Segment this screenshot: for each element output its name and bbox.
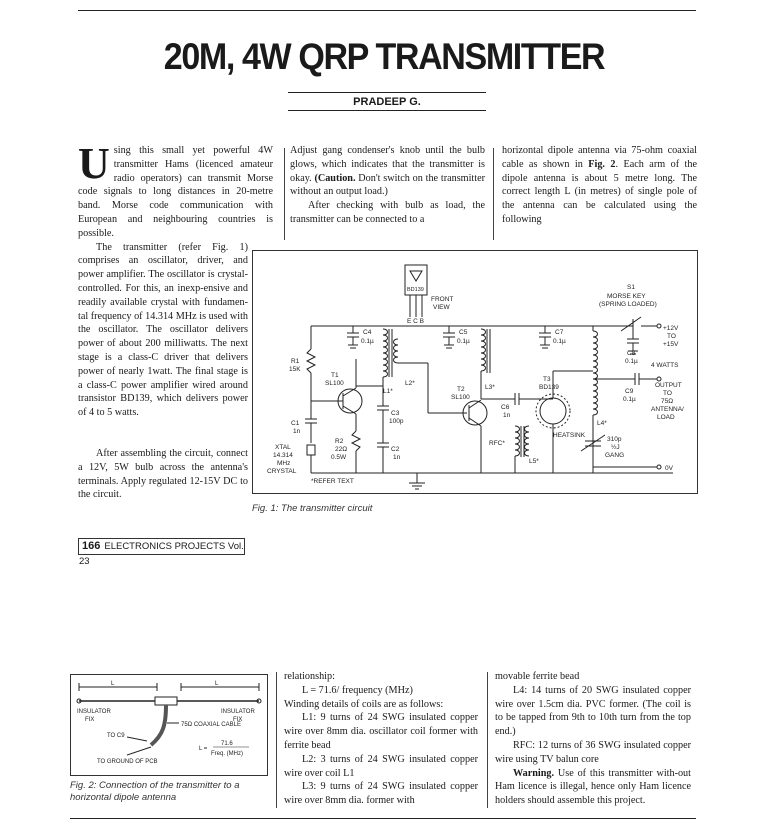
insulator-right-label: FIX [233, 717, 243, 723]
column-divider [276, 672, 277, 808]
drop-cap: U [78, 139, 110, 188]
c5-label: C5 [459, 329, 468, 336]
r1-label: R1 [291, 358, 300, 365]
warning-text: Use of this transmitter with-out Ham licence is illegal, hence only Ham licence holders should assemble this project. [495, 767, 691, 807]
front-view-label: VIEW [433, 304, 450, 311]
formula-l: L = [199, 746, 208, 752]
page-footer [78, 538, 245, 567]
pin-labels: E C B [407, 318, 424, 325]
supply-label: +15V [663, 341, 679, 348]
author-rule-bottom [288, 110, 486, 111]
circuit-diagram [253, 251, 697, 493]
rfc-label: RFC* [489, 440, 505, 447]
supply-label: TO [667, 333, 676, 340]
figure-1-caption: Fig. 1: The transmitter circuit [252, 503, 373, 514]
c6-value: 1n [503, 412, 511, 419]
output-label: 75Ω [661, 398, 674, 405]
paragraph: After assembling the circuit, connect a 12V, 5W bulb across the antenna's terminals. Apply regulated 12-15V DC to the circuit. [78, 448, 248, 501]
spring-label: (SPRING LOADED) [599, 301, 657, 308]
t1-label: T1 [331, 372, 339, 379]
body-column-3 [502, 144, 697, 227]
c3-label: C3 [391, 410, 400, 417]
output-label: 4 WATTS [651, 362, 679, 369]
l4-label: L4* [597, 420, 607, 427]
c7-value: 0.1µ [553, 338, 566, 345]
r2-watt: 0.5W [331, 454, 347, 461]
page-number: 166 [82, 540, 101, 552]
caution-label: (Caution. [314, 172, 356, 184]
c5-value: 0.1µ [457, 338, 470, 345]
t2-value: SL100 [451, 394, 470, 401]
refer-text-note: *REFER TEXT [311, 478, 354, 485]
c9-value: 0.1µ [623, 396, 636, 403]
c8-label: C8 [627, 350, 636, 357]
c1-value: 1n [293, 428, 301, 435]
figure-2-antenna [70, 674, 268, 776]
l2-label: L2* [405, 380, 415, 387]
text-run: horizontal dipole antenna via 75-ohm coaxial cable as shown in [502, 145, 697, 170]
insulator-right-label: INSULATOR [221, 709, 255, 715]
body-column-4 [284, 670, 478, 808]
figure-2-caption-line: horizontal dipole antenna [70, 792, 177, 803]
body-column-1 [78, 139, 273, 420]
rfc-detail: RFC: 12 turns of 36 SWG insulated copper wire using TV balun core [495, 739, 691, 765]
coil-l4-detail: L4: 14 turns of 20 SWG insulated copper wire over 1.5cm dia. PVC former. (The coil is to be tapped from 9th to 10th turn from the top end.) [495, 684, 691, 738]
r2-label: R2 [335, 438, 344, 445]
body-column-5 [495, 670, 691, 808]
t1-value: SL100 [325, 380, 344, 387]
c8-value: 0.1µ [625, 358, 638, 365]
heatsink-label: HEATSINK [553, 432, 586, 439]
top-rule [78, 10, 696, 11]
supply-label: +12V [663, 325, 679, 332]
r2-value: 22Ω [335, 446, 348, 453]
body-column-2 [290, 144, 485, 227]
coil-l1-detail: L1: 9 turns of 24 SWG insulated copper wire over 8mm dia. oscillator coil former with ferrite bead [284, 712, 478, 751]
ground-label: 0V [665, 465, 673, 472]
l5-label: L5* [529, 458, 539, 465]
paragraph: sing this small yet powerful 4W transmitter Hams (licenced amateur radio operators) can transmit Morse code signals to long distances in 20-metre band. Morse code communication with European and neighbouring countries is possible. [78, 145, 273, 239]
formula-denominator: Freq. (MHz) [211, 751, 243, 757]
output-label: TO [663, 390, 672, 397]
figure-1-circuit [252, 250, 698, 494]
c6-label: C6 [501, 404, 510, 411]
paragraph: The transmitter (refer Fig. 1) comprises an oscillator, driver, and power amplifier. The oscillator is crystal-controlled. For this, an inexp-ensive and readily available crystal with fundamen-tal frequency of 14.314 MHz is used with the oscillator. The oscillator delivers power of about 200 milliwatts. The next stage is a class-C driver that delivers power of nearly 1watt. The final stage is a class-C power amplifier wired around transistor BD139, which delivers power of 4 to 5 watts. [78, 241, 248, 419]
l3-label: L3* [485, 384, 495, 391]
to-c9-label: TO C9 [107, 733, 125, 739]
figure-2-caption [70, 780, 240, 804]
bottom-rule [70, 818, 696, 819]
text-run: . Each arm of the dipole antenna is about 5 metre long. The correct length L (in metres) of single pole of the antenna can be calculated using the following [502, 158, 697, 225]
gang-label: ½J [611, 444, 620, 451]
text-run: Don't switch on the transmitter without an output load.) [290, 172, 485, 198]
c4-value: 0.1µ [361, 338, 374, 345]
crystal-label: XTAL [275, 444, 291, 451]
crystal-label: 14.314 [273, 452, 293, 459]
body-column-1-bottom [78, 447, 248, 502]
column-divider [284, 148, 285, 240]
output-label: ANTENNA/ [651, 406, 684, 413]
figure-2-caption-line: Fig. 2: Connection of the transmitter to a [70, 780, 240, 791]
warning-label: Warning. [513, 767, 555, 779]
coax-label: 75Ω COAXIAL CABLE [181, 722, 241, 728]
insulator-left-label: FIX [85, 717, 95, 723]
article-title: 20M, 4W QRP TRANSMITTER [163, 36, 605, 77]
author-name: PRADEEP G. [353, 96, 421, 108]
column-divider [487, 672, 488, 808]
paragraph: Winding details of coils are as follows: [284, 698, 444, 710]
length-right-label: L [215, 681, 219, 687]
publication-name: ELECTRONICS PROJECTS Vol. 23 [79, 541, 244, 567]
c2-value: 1n [393, 454, 401, 461]
c9-label: C9 [625, 388, 634, 395]
t2-label: T2 [457, 386, 465, 393]
crystal-label: CRYSTAL [267, 468, 297, 475]
c4-label: C4 [363, 329, 372, 336]
s1-label: S1 [627, 284, 635, 291]
paragraph: After checking with bulb as load, the transmitter can be connected to a [290, 200, 485, 225]
c2-label: C2 [391, 446, 400, 453]
insulator-left-label: INSULATOR [77, 709, 111, 715]
c7-label: C7 [555, 329, 564, 336]
c3-value: 100p [389, 418, 404, 425]
antenna-diagram [71, 675, 267, 775]
formula-text: L = 71.6/ frequency (MHz) [302, 684, 413, 696]
length-left-label: L [111, 681, 115, 687]
gang-label: GANG [605, 452, 625, 459]
l1-label: L1* [383, 388, 393, 395]
formula-numerator: 71.6 [221, 741, 233, 747]
t3-value: BD139 [539, 384, 559, 391]
gang-label: 310p [607, 436, 622, 443]
fig-ref: Fig. 2 [588, 158, 616, 170]
paragraph: movable ferrite bead [495, 671, 580, 682]
output-label: LOAD [657, 414, 675, 421]
author-rule-top [288, 92, 486, 93]
to-ground-label: TO GROUND OF PCB [97, 759, 158, 765]
coil-l3-detail: L3: 9 turns of 24 SWG insulated copper wire over 8mm dia. former with [284, 781, 478, 807]
paragraph: relationship: [284, 671, 335, 682]
text-run: Adjust gang condenser's knob until the bulb glows, which indicates that the transmitter is okay. [290, 145, 485, 184]
t3-label: T3 [543, 376, 551, 383]
column-divider [493, 148, 494, 240]
r1-value: 15K [289, 366, 301, 373]
morse-key-label: MORSE KEY [607, 293, 646, 300]
c1-label: C1 [291, 420, 300, 427]
coil-l2-detail: L2: 3 turns of 24 SWG insulated copper wire over coil L1 [284, 753, 478, 779]
crystal-label: MHz [277, 460, 291, 467]
front-view-label: FRONT [431, 296, 454, 303]
bd139-package-label: BD139 [407, 287, 424, 293]
output-label: OUTPUT [655, 382, 682, 389]
